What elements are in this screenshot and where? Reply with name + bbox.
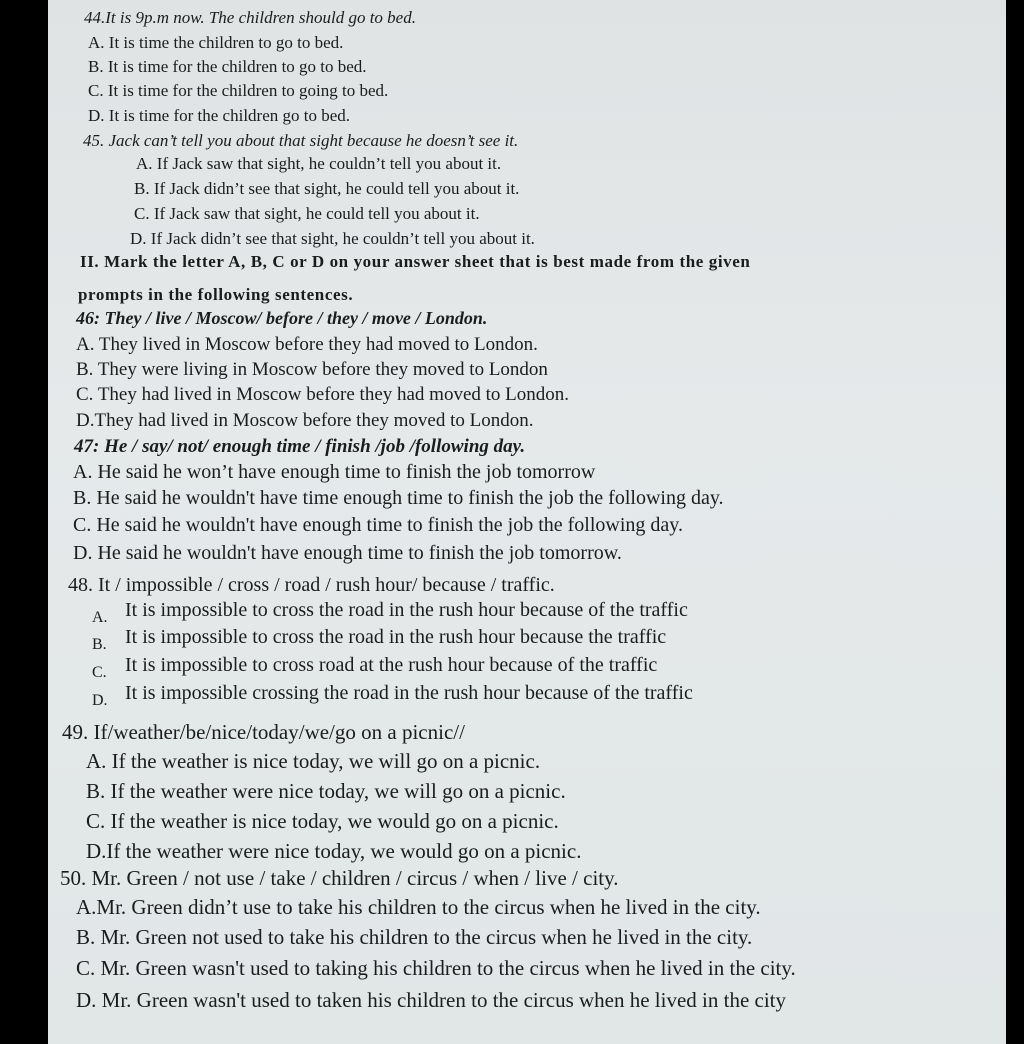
question-50-option-a: A.Mr. Green didn’t use to take his children to the circus when he lived in the city. <box>76 895 761 919</box>
question-47-option-b: B. He said he wouldn't have time enough time to finish the job the following day. <box>73 487 724 509</box>
question-49-stem: 49. If/weather/be/nice/today/we/go on a picnic// <box>62 720 465 744</box>
question-49-option-b: B. If the weather were nice today, we will go on a picnic. <box>86 779 566 803</box>
question-49-option-c: C. If the weather is nice today, we would go on a picnic. <box>86 809 559 833</box>
question-50-option-d: D. Mr. Green wasn't used to taken his children to the circus when he lived in the city <box>76 988 787 1012</box>
question-48-stem: 48. It / impossible / cross / road / rush hour/ because / traffic. <box>68 574 555 596</box>
question-44-option-b: B. It is time for the children to go to bed. <box>88 57 367 76</box>
question-46-option-b: B. They were living in Moscow before they moved to London <box>76 359 548 380</box>
question-48-option-c-letter: C. <box>92 664 107 681</box>
question-45-option-c: C. If Jack saw that sight, he could tell you about it. <box>134 204 480 223</box>
question-48-option-b: It is impossible to cross the road in the rush hour because the traffic <box>125 626 667 648</box>
question-48-option-b-letter: B. <box>92 636 107 653</box>
question-47-option-a: A. He said he won’t have enough time to finish the job tomorrow <box>73 461 596 483</box>
question-50-option-b: B. Mr. Green not used to take his children to the circus when he lived in the city. <box>76 925 753 949</box>
section-2-instruction: II. Mark the letter A, B, C or D on your answer sheet that is best made from the given <box>80 252 751 271</box>
question-47-option-d: D. He said he wouldn't have enough time to finish the job tomorrow. <box>73 542 622 564</box>
question-48-option-a: It is impossible to cross the road in the rush hour because of the traffic <box>125 599 688 621</box>
question-44-stem: 44.It is 9p.m now. The children should go to bed. <box>84 8 416 27</box>
question-46-stem: 46: They / live / Moscow/ before / they / move / London. <box>76 308 488 328</box>
question-45-option-d: D. If Jack didn’t see that sight, he couldn’t tell you about it. <box>130 229 535 248</box>
question-44-option-c: C. It is time for the children to going to bed. <box>88 81 389 100</box>
question-48-option-c: It is impossible to cross road at the rush hour because of the traffic <box>125 654 658 676</box>
question-44-option-a: A. It is time the children to go to bed. <box>88 33 344 52</box>
question-50-option-c: C. Mr. Green wasn't used to taking his children to the circus when he lived in the city. <box>76 956 796 980</box>
question-48-option-d: It is impossible crossing the road in the rush hour because of the traffic <box>125 682 693 704</box>
section-2-instruction-cont: prompts in the following sentences. <box>78 285 354 304</box>
exam-paper <box>48 0 1006 1044</box>
question-45-option-a: A. If Jack saw that sight, he couldn’t tell you about it. <box>136 154 502 173</box>
question-46-option-d: D.They had lived in Moscow before they moved to London. <box>76 410 534 431</box>
question-46-option-a: A. They lived in Moscow before they had moved to London. <box>76 334 538 355</box>
question-46-option-c: C. They had lived in Moscow before they had moved to London. <box>76 384 570 405</box>
question-47-option-c: C. He said he wouldn't have enough time to finish the job the following day. <box>73 514 683 536</box>
question-49-option-d: D.If the weather were nice today, we would go on a picnic. <box>86 839 582 863</box>
question-47-stem: 47: He / say/ not/ enough time / finish /job /following day. <box>74 436 526 457</box>
question-48-option-d-letter: D. <box>92 692 108 709</box>
question-48-option-a-letter: A. <box>92 609 108 626</box>
question-49-option-a: A. If the weather is nice today, we will go on a picnic. <box>86 749 541 773</box>
question-44-option-d: D. It is time for the children go to bed. <box>88 106 351 125</box>
question-45-stem: 45. Jack can’t tell you about that sight because he doesn’t see it. <box>83 131 519 150</box>
question-50-stem: 50. Mr. Green / not use / take / children / circus / when / live / city. <box>60 866 619 890</box>
question-45-option-b: B. If Jack didn’t see that sight, he could tell you about it. <box>134 179 520 198</box>
